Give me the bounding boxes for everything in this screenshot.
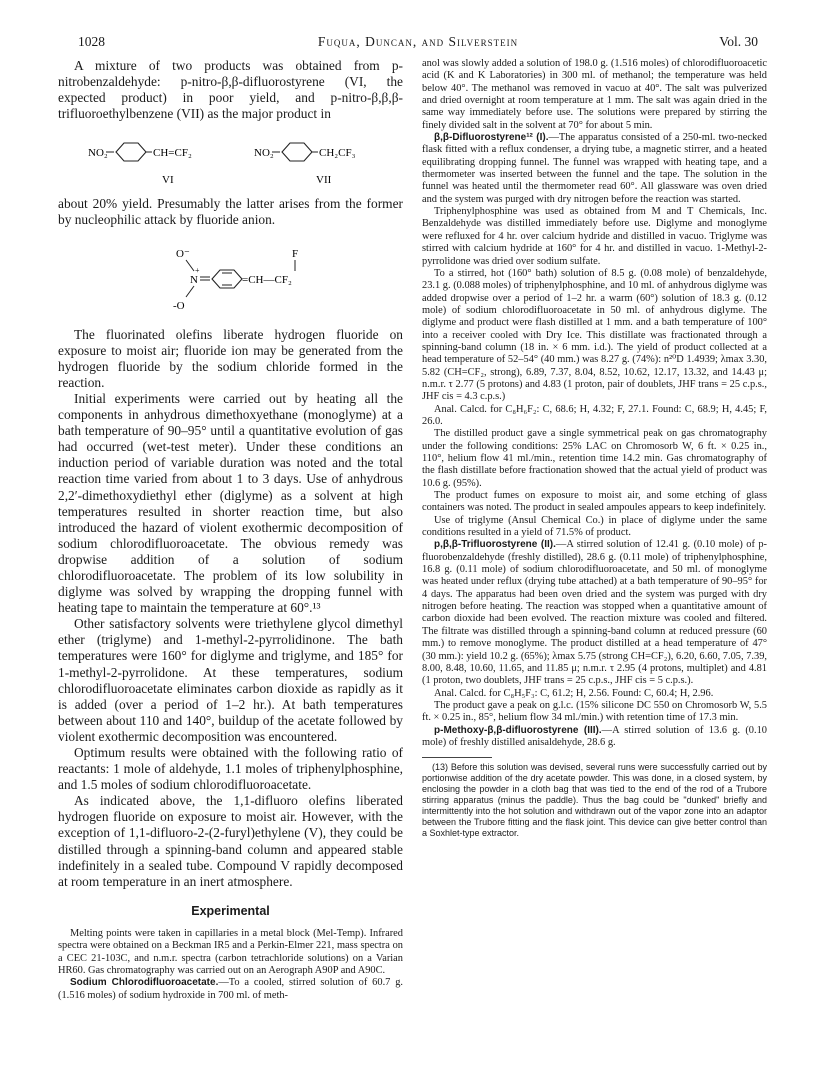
experimental-heading: Experimental xyxy=(191,903,270,918)
intro-paragraph: A mixture of two products was obtained from p-nitrobenzaldehyde: p-nitro-β,β-difluorostyrene (VI, the expected product) in poor yield, and p-nitro-β,β,β-trifluoroethylbenzene (VII) as the major product in xyxy=(58,58,403,122)
paragraph-solvents: Other satisfactory solvents were triethylene glycol dimethyl ether (triglyme) and 1-methyl-2-pyrrolidinone. The bath temperatures were 160° for diglyme and triglyme, and 185° for 1-methyl-2-pyrrolidone. At these temperatures, sodium chlorodifluoroacetate eliminates carbon dioxide as rapidly as it is added (over a period of 1–2 hr.). At bath temperatures between about 110 and 140°, buildup of the acetate followed by violent exothermic decomposition was encountered. xyxy=(58,616,403,744)
paragraph-procedure-i: To a stirred, hot (160° bath) solution of 8.5 g. (0.08 mole) of benzaldehyde, 23.1 g. (0.088 moles) of triphenylphosphine, and 10 ml. of anhydrous diglyme was added dropwise over a period of 1–2 hr. a warm (60°) solution of 18.3 g. (0.12 mole) of sodium chlorodifluoroacetate in 50 ml. of anhydrous diglyme. The diglyme and product were flash distilled at 1 mm. and a bath temperature of 100° into a receiver cooled with Dry Ice. This distillate was fractionated through a spinning-band column (18 in. × 6 mm. i.d.). The yield of product collected at a head temperature of 52–54° (40 mm.) was 8.27 g. (74%): n²⁰D 1.4939; λmax 3.30, 5.82 (CH=CF₂, strong), 6.89, 7.37, 8.04, 8.52, 10.62, 12.17, 13.32, and 14.43 μ; n.m.r. τ 2.77 (5 protons) and 4.83 (1 proton, pair of doublets, JHF trans = 25 c.p.s., JHF cis = 4.3 c.p.s.) xyxy=(422,267,767,403)
paragraph-optimum: Optimum results were obtained with the following ratio of reactants: 1 mole of aldehyde, 1.1 moles of triphenylphosphine, and 1.5 moles of sodium chlorodifluoroacetate. xyxy=(58,745,403,793)
trifluorostyrene-text: —A stirred solution of 12.41 g. (0.10 mole) of p-fluorobenzaldehyde (freshly distilled), 28.6 g. (0.11 mole) of triphenylphosphine, 16.8 g. (0.11 mole) of sodium chlorodifluoroacetate, and 50 ml. of monoglyme was heated under reflux (drying tube attached) at a bath temperature of 90–95° for 4 days. The apparatus had been oven dried and the system was purged with dry nitrogen before heating. The reaction was stopped when a quantitative amount of carbon dioxide had been evolved. The reaction mixture was cooled and filtered. The filtrate was distilled through a spinning-band column at reduced pressure (60 mm.) to remove monoglyme. The product distilled at a head temperature of 47° (30 mm.): yield 10.2 g. (65%); λmax 5.75 (strong CH=CF₂), 6.20, 6.60, 7.05, 7.39, 8.00, 8.48, 10.60, 11.65, and 11.85 μ; n.m.r. τ 2.95 (4 protons, multiplet) and 4.81 (1 proton, two doublets, JHF trans = 25 c.p.s., JHF cis = 5 c.p.s.). xyxy=(422,539,767,687)
paragraph-glc-ii: The product gave a peak on g.l.c. (15% silicone DC 550 on Chromosorb W, 5.5 ft. × 0.25 in., 85°, helium flow 34 ml./min.) with retention time of 17.3 min. xyxy=(422,699,767,724)
paragraph-fluorinated-olefins: The fluorinated olefins liberate hydrogen fluoride on exposure to moist air; fluoride ion may be generated from the hydrogen fluoride by the sodium chloride formed in the reaction. xyxy=(58,326,403,390)
analysis-i: Anal. Calcd. for C₈H₆F₂: C, 68.6; H, 4.32; F, 27.1. Found: C, 68.9; H, 4.45; F, 26.0. xyxy=(422,403,767,427)
left-column xyxy=(58,58,403,1002)
experimental-methods: Melting points were taken in capillaries in a metal block (Mel-Temp). Infrared spectra were obtained on a Beckman IR5 and a Perkin-Elmer 221, mass spectra on a CEC 21-103C, and n.m.r. spectra (carbon tetrachloride solutions) on a Varian HR60. Gas chromatography was carried out on an Aerograph A90P and A90C. xyxy=(58,927,403,976)
structures-vi-vii xyxy=(58,132,403,190)
quinoid-chain: =CH—CF₂ xyxy=(242,273,292,286)
quinoid-drawing xyxy=(58,233,403,321)
yield-paragraph: about 20% yield. Presumably the latter arises from the former by nucleophilic attack by fluoride anion. xyxy=(58,196,403,228)
paragraph-gc-i: The distilled product gave a single symmetrical peak on gas chromatography under the following conditions: 25% LAC on Chromosorb W, 6 ft. × 0.25 in., 110°, helium flow 41 ml./min., retention time 14.2 min. Gas chromatography of the flash distillate before fractionation showed that the actual yield of product was 10.6 g. (95%). xyxy=(422,428,767,489)
difluorostyrene-text: —The apparatus consisted of a 250-ml. two-necked flask fitted with a reflux condenser, a drying tube, a magnetic stirrer, and a heated equilibrating dropping funnel. The funnel was wrapped with heating tape, and a thermometer was inserted between the funnel and the tape. The solution in the funnel was heated until the thermometer read 60°. All glassware was oven dried and the system was purged with dry nitrogen before the reaction was started. xyxy=(422,132,767,205)
vii-nitro-label: NO₂ xyxy=(254,147,274,160)
footnote-13: (13) Before this solution was devised, several runs were successfully carried out by portionwise addition of the dry acetate powder. This was done, in a closed system, by enclosing the powder in a cloth bag that was tied to the end of the rod of a Trubore stirring apparatus (minus the paddle). Thus the bag could be "dunked" briefly and intermittently into the hot solution and withdrawn out of the vapor zone into an adaptor between the Trubore fitting and the flask joint. This device can give better control than a Soxhlet-type extractor. xyxy=(422,762,767,839)
structure-drawing xyxy=(58,132,403,190)
header-authors: Fuqua, Duncan, and Silverstein xyxy=(317,34,519,49)
paragraph-salt-continued: anol was slowly added a solution of 198.0 g. (1.516 moles) of chlorodifluoroacetic acid (K and K Laboratories) in 300 ml. of methanol; the temperature was held below 40°. The methanol was removed in vacuo at 40°. The salt was pulverized and dried overnight at room temperature at 1 mm. The salt was again dried in the same way immediately before use. The solutions were prepared by stirring the finely divided salt in the solvent at 70° for about 5 min. xyxy=(422,58,767,131)
paragraph-triglyme: Use of triglyme (Ansul Chemical Co.) in place of diglyme under the same conditions resulted in a yield of 71.5% of product. xyxy=(422,514,767,539)
vi-chain-label: CH=CF₂ xyxy=(153,147,192,160)
vii-label: VII xyxy=(316,174,332,187)
vi-label: VI xyxy=(162,174,174,187)
paragraph-reagents: Triphenylphosphine was used as obtained from M and T Chemicals, Inc. Benzaldehyde was distilled immediately before use. Diglyme and monoglyme were refluxed for 4 hr. over calcium hydride and distilled in vacuo. Triglyme was stirred with calcium hydride at 160° for 4 hr. and distilled in vacuo. 1-Methyl-2-pyrrolidone was dried over sodium sulfate. xyxy=(422,206,767,267)
paragraph-fumes: The product fumes on exposure to moist air, and some etching of glass containers was noted. The product in sealed ampoules appears to keep indefinitely. xyxy=(422,490,767,514)
fluorine-top: F xyxy=(292,247,299,260)
sodium-salt-heading: Sodium Chlorodifluoroacetate. xyxy=(70,977,219,989)
header-volume: Vol. 30 xyxy=(719,34,758,49)
page-number: 1028 xyxy=(78,34,105,49)
right-column xyxy=(422,58,767,839)
n-plus-label: N xyxy=(190,273,198,286)
running-header xyxy=(78,34,758,54)
structure-quinoid xyxy=(58,233,403,321)
benzene-ring-vii xyxy=(282,143,312,161)
methoxy-text: —A stirred solution of 13.6 g. (0.10 mole) of freshly distilled anisaldehyde, 28.6 g. xyxy=(422,724,767,748)
methoxy-heading: p-Methoxy-β,β-difluorostyrene (III). xyxy=(434,724,602,736)
experimental-sodium-salt xyxy=(58,977,403,1002)
footnote-rule xyxy=(422,757,492,758)
paragraph-stability: As indicated above, the 1,1-difluoro olefins liberated hydrogen fluoride on exposure to moist air. However, with the exception of 1,1-difluoro-2-(2-furyl)ethylene (V), they could be distilled through a spinning-band column and appeared stable indefinitely in a sealed tube. Compound V rapidly decomposed at room temperature in an inert atmosphere. xyxy=(58,793,403,889)
paragraph-trifluorostyrene xyxy=(422,539,767,687)
sodium-salt-text: —To a cooled, stirred solution of 60.7 g. (1.516 moles) of sodium hydroxide in 700 ml. of meth- xyxy=(58,977,403,1001)
o-minus-bottom: -O xyxy=(173,299,185,312)
difluorostyrene-heading: β,β-Difluorostyrene¹² (I). xyxy=(434,132,549,144)
paragraph-difluorostyrene xyxy=(422,132,767,206)
vii-chain-label: CH₂CF₃ xyxy=(319,147,356,160)
plus-sign: + xyxy=(195,265,200,275)
vi-nitro-label: NO₂ xyxy=(88,147,108,160)
trifluorostyrene-heading: p,β,β-Trifluorostyrene (II). xyxy=(434,539,556,551)
analysis-ii: Anal. Calcd. for C₈H₅F₃: C, 61.2; H, 2.56. Found: C, 60.4; H, 2.96. xyxy=(434,687,714,699)
o-minus-top: O⁻ xyxy=(176,247,190,260)
paragraph-methoxy xyxy=(422,725,767,750)
paragraph-initial-experiments: Initial experiments were carried out by heating all the components in anhydrous dimethoxyethane (monoglyme) at a bath temperature of 90–95° until a quantitative evolution of gas had occurred (wet-test meter). Under these conditions an induction period of variable duration was noted and the total reaction time varied from about 1 to 3 days. Use of anhydrous 2,2′-dimethoxydiethyl ether (diglyme) as a solvent at high temperatures resulted in shorter reaction time, but also introduced the hazard of violent exothermic decomposition of sodium chlorodifluoroacetate. The obvious remedy was dropwise addition of a solution of sodium chlorodifluoroacetate. The problem of its low solubility in diglyme was solved by wrapping the dropping funnel with heating tape to maintain the temperature at 60°.¹³ xyxy=(58,390,403,616)
benzene-ring-vi xyxy=(116,143,146,161)
